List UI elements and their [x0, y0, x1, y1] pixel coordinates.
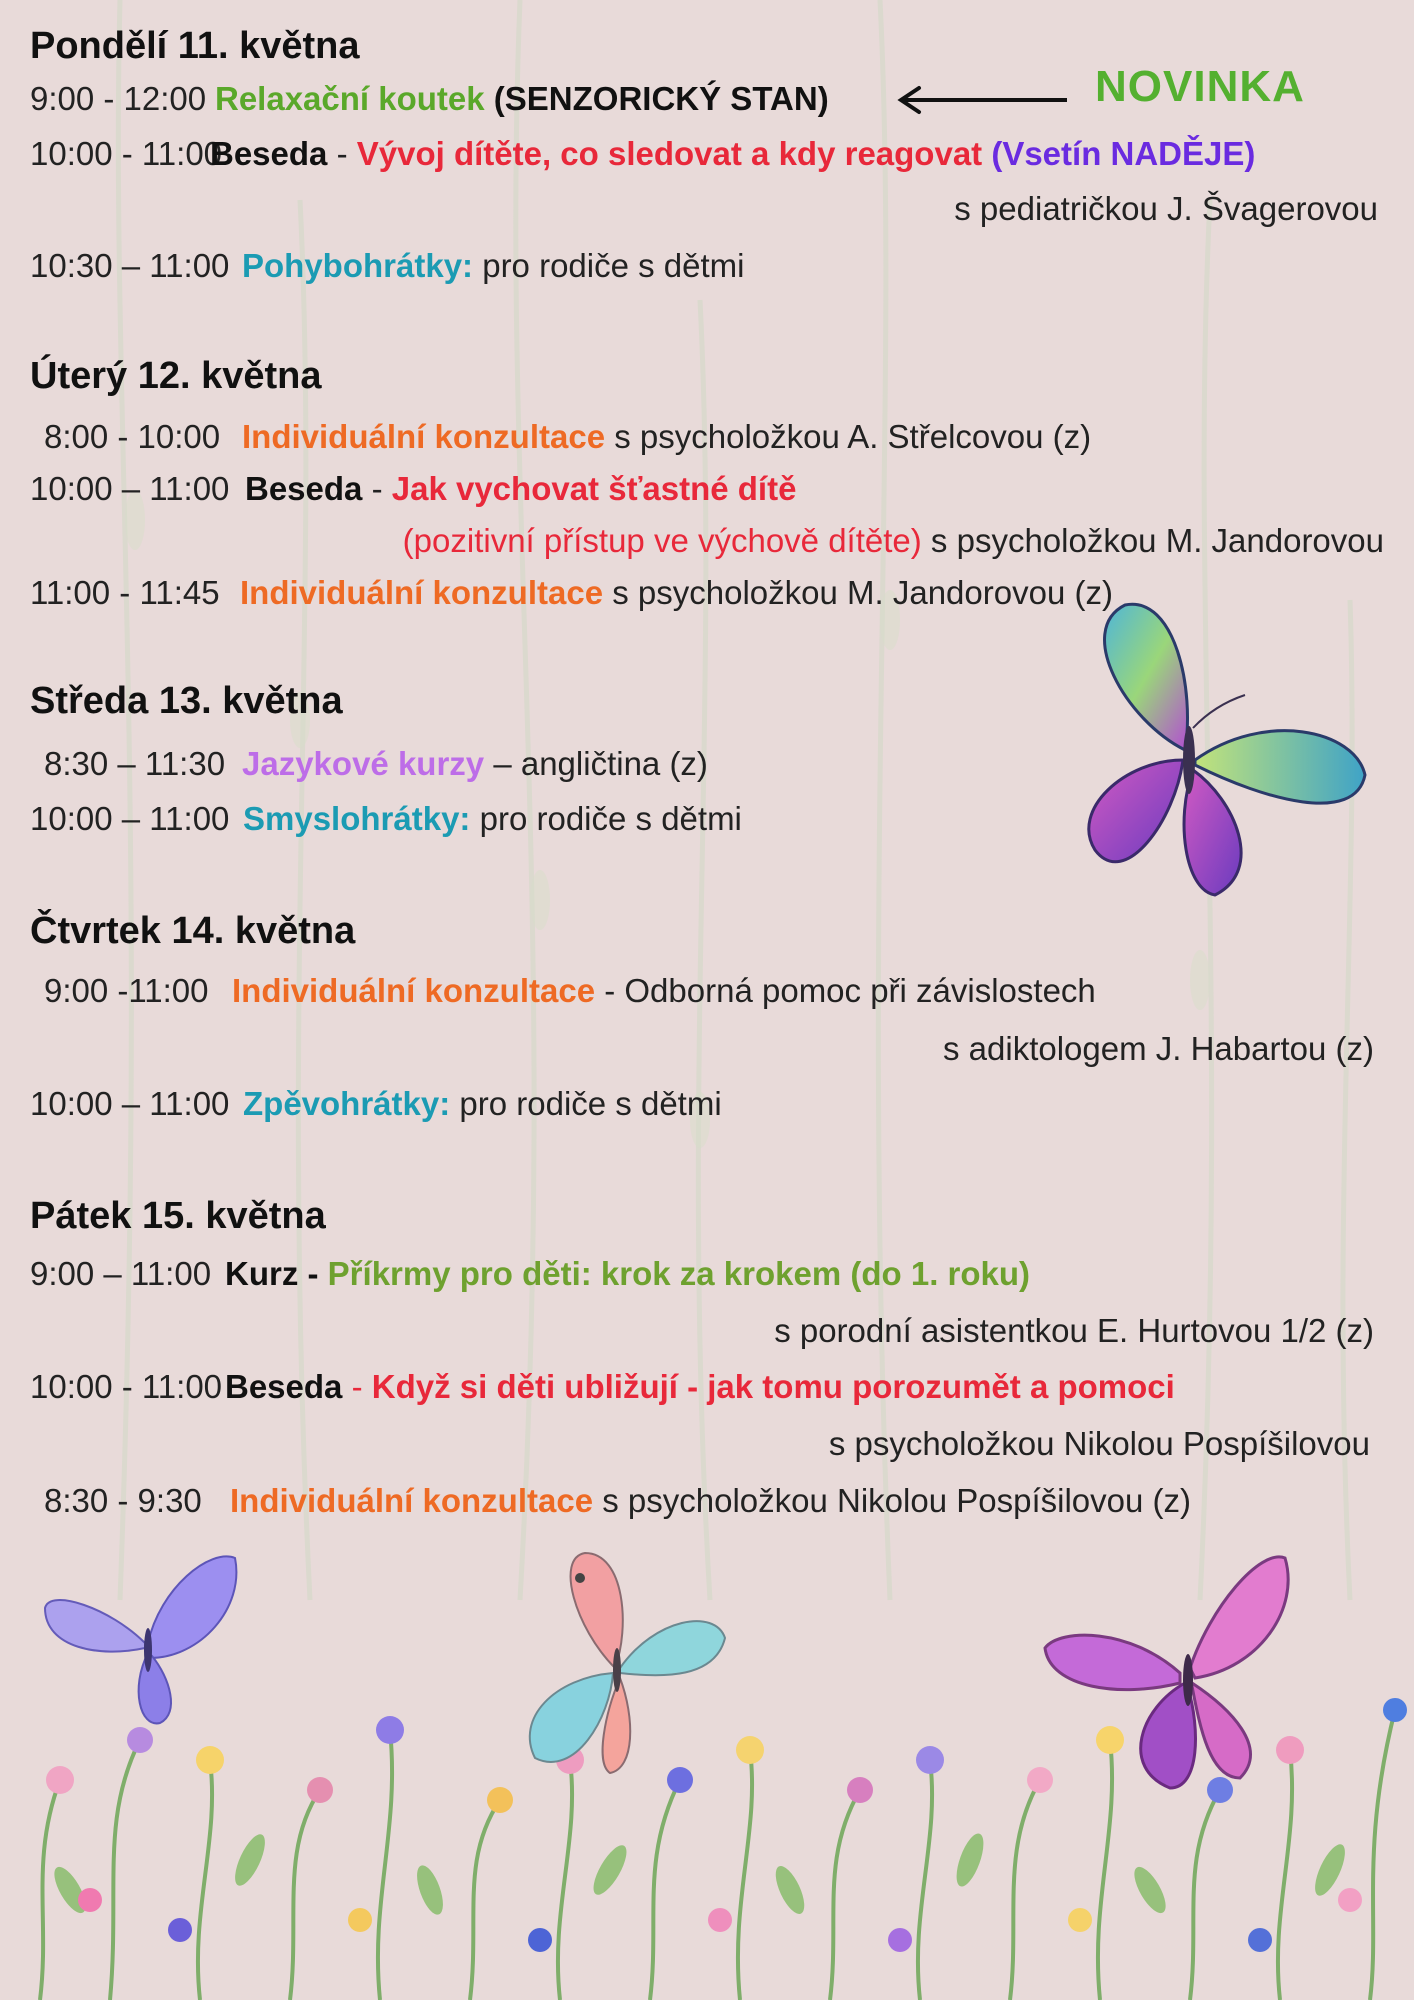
event-time: 9:00 - 12:00 — [30, 80, 207, 117]
butterfly-icon — [40, 1548, 250, 1738]
event-desc: s psycholožkou A. Střelcovou (z) — [614, 418, 1092, 455]
event-row — [44, 745, 708, 783]
event-title: Příkrmy pro děti: krok za krokem (do 1. roku) — [327, 1255, 1031, 1292]
butterfly-icon — [515, 1548, 735, 1778]
day-heading-monday: Pondělí 11. května — [30, 25, 360, 67]
event-label: Beseda — [210, 135, 328, 172]
event-desc: pro rodiče s dětmi — [479, 800, 742, 837]
event-title: Individuální konzultace — [240, 574, 604, 611]
event-time: 10:30 – 11:00 — [30, 247, 230, 284]
day-heading-thursday: Čtvrtek 14. května — [30, 910, 356, 952]
event-label: Beseda — [225, 1368, 343, 1405]
event-title: Individuální konzultace — [230, 1482, 594, 1519]
novinka-label: NOVINKA — [1095, 62, 1305, 111]
event-separator: - — [351, 1368, 363, 1405]
event-time: 10:00 – 11:00 — [30, 1085, 230, 1122]
event-title: Relaxační koutek — [215, 80, 485, 117]
event-title: Zpěvohrátky: — [243, 1085, 451, 1122]
butterfly-icon — [1065, 600, 1385, 900]
arrow-icon — [895, 84, 1075, 120]
event-time: 10:00 – 11:00 — [30, 470, 230, 507]
event-title: Vývoj dítěte, co sledovat a kdy reagovat — [356, 135, 983, 172]
event-row — [30, 1085, 722, 1123]
event-time: 10:00 - 11:00 — [30, 1368, 223, 1405]
event-row — [30, 470, 796, 508]
event-label: Beseda — [245, 470, 363, 507]
event-label: Kurz - — [225, 1255, 319, 1292]
event-time: 10:00 – 11:00 — [30, 800, 230, 837]
event-desc: pro rodiče s dětmi — [459, 1085, 722, 1122]
event-continuation: s pediatričkou J. Švagerovou — [954, 190, 1378, 227]
event-row — [44, 972, 1096, 1010]
event-speaker: s psycholožkou M. Jandorovou — [930, 522, 1384, 559]
event-time: 8:00 - 10:00 — [44, 418, 221, 455]
event-title: Individuální konzultace — [232, 972, 596, 1009]
event-desc: – angličtina (z) — [493, 745, 708, 782]
event-title: Když si děti ubližují - jak tomu porozumět a pomoci — [371, 1368, 1175, 1405]
event-title: Jak vychovat šťastné dítě — [391, 470, 797, 507]
event-desc: - Odborná pomoc při závislostech — [604, 972, 1096, 1009]
event-continuation: s psycholožkou Nikolou Pospíšilovou — [828, 1425, 1370, 1462]
event-time: 11:00 - 11:45 — [30, 574, 220, 611]
day-heading-wednesday: Středa 13. května — [30, 680, 343, 722]
event-row — [30, 1368, 1175, 1406]
event-time: 9:00 – 11:00 — [30, 1255, 212, 1292]
event-separator: - — [371, 470, 383, 507]
event-desc: s psycholožkou Nikolou Pospíšilovou (z) — [602, 1482, 1191, 1519]
event-extra: (SENZORICKÝ STAN) — [493, 80, 829, 117]
event-time: 10:00 - 11:00 — [30, 135, 223, 172]
event-row — [44, 418, 1091, 456]
event-title: Individuální konzultace — [242, 418, 606, 455]
event-row — [44, 1482, 1191, 1520]
event-desc: pro rodiče s dětmi — [482, 247, 745, 284]
event-title: Jazykové kurzy — [242, 745, 485, 782]
event-time: 8:30 – 11:30 — [44, 745, 226, 782]
day-heading-tuesday: Úterý 12. května — [30, 355, 322, 397]
day-heading-friday: Pátek 15. května — [30, 1195, 326, 1237]
event-subtitle: (pozitivní přístup ve výchově dítěte) — [402, 522, 922, 559]
butterfly-icon — [1040, 1548, 1300, 1798]
event-row — [30, 247, 745, 285]
event-time: 9:00 -11:00 — [44, 972, 209, 1009]
event-title: Smyslohrátky: — [243, 800, 471, 837]
event-organizer: (Vsetín NADĚJE) — [991, 135, 1256, 172]
event-time: 8:30 - 9:30 — [44, 1482, 202, 1519]
event-desc: s psycholožkou M. Jandorovou (z) — [612, 574, 1113, 611]
event-row — [30, 574, 1113, 612]
event-continuation: s adiktologem J. Habartou (z) — [942, 1030, 1374, 1067]
event-row — [30, 80, 829, 118]
event-continuation: s porodní asistentkou E. Hurtovou 1/2 (z) — [774, 1312, 1374, 1349]
event-row — [30, 800, 742, 838]
event-row — [30, 135, 1255, 173]
event-continuation — [403, 522, 1384, 560]
event-row — [30, 1255, 1030, 1293]
event-separator: - — [336, 135, 348, 172]
event-title: Pohybohrátky: — [242, 247, 474, 284]
